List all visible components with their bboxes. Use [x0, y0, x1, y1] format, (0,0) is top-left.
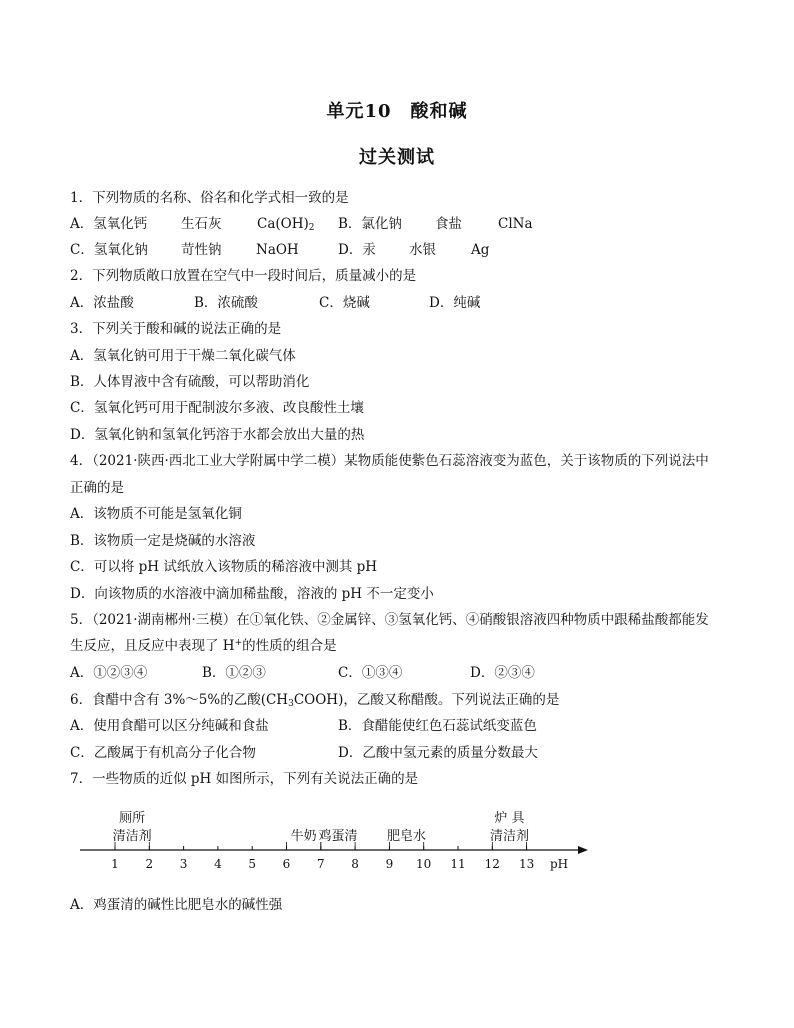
q1-options-cd	[70, 241, 730, 259]
q4-stem-line2: 正确的是	[70, 480, 124, 496]
q5-stem-line1: 5．（2021·湖南郴州·三模）在①氧化铁、②金属锌、③氢氧化钙、④硝酸银溶液四种物质中跟稀盐酸都能发	[70, 612, 709, 628]
q5-stem2-post: 的性质的组合是	[242, 638, 337, 654]
ph-tick-label: 2	[145, 857, 154, 871]
q4-option-a: A．该物质不可能是氢氧化铜	[70, 506, 242, 522]
ph-substance-label: 炉 具	[494, 811, 525, 826]
q1-a-formula-sub: 2	[308, 223, 315, 233]
ph-tick-label: 9	[385, 857, 394, 871]
q3-option-c: C．氢氧化钙可用于配制波尔多液、改良酸性土壤	[70, 400, 364, 416]
q6-stem-pre: 6．食醋中含有 3%～5%的乙酸(CH	[70, 692, 289, 708]
q4-option-b: B．该物质一定是烧碱的水溶液	[70, 533, 256, 549]
ph-tick-label: 8	[351, 857, 359, 871]
ph-scale-diagram	[60, 798, 600, 880]
ph-substance-label: 鸡蛋清	[318, 829, 358, 844]
ph-tick-label: 11	[450, 857, 466, 871]
ph-tick-label: 10	[416, 857, 432, 871]
q1-stem: 1．下列物质的名称、俗名和化学式相一致的是	[70, 190, 349, 206]
q3-option-b: B．人体胃液中含有硫酸，可以帮助消化	[70, 374, 310, 390]
ph-axis-arrow	[578, 846, 588, 854]
q3-option-d: D．氢氧化钠和氢氧化钙溶于水都会放出大量的热	[70, 427, 365, 443]
q1-option-c-name: C．氢氧化钠	[70, 242, 148, 258]
ph-tick-label: 3	[179, 857, 188, 871]
q2-option-d: D．纯碱	[429, 295, 481, 311]
q2-option-c: C．烧碱	[319, 295, 370, 311]
q6-options-cd	[70, 744, 730, 762]
ph-tick-label: 1	[111, 857, 119, 871]
ph-substance-label: 牛奶	[290, 829, 317, 844]
q1-a-formula-text: Ca(OH)	[257, 216, 309, 232]
q4-option-c: C．可以将 pH 试纸放入该物质的稀溶液中测其 pH	[70, 559, 378, 575]
ph-substance-label: 肥皂水	[387, 829, 427, 844]
q1-option-a-formula	[257, 215, 315, 233]
q7-option-a: A．鸡蛋清的碱性比肥皂水的碱性强	[70, 897, 283, 913]
q1-option-d-formula: Ag	[471, 242, 490, 258]
ph-tick-label: 5	[248, 857, 257, 871]
q1-option-d-common: 水银	[409, 242, 436, 258]
ph-tick-label: 4	[214, 857, 222, 871]
ph-tick-label: 6	[282, 857, 291, 871]
q2-option-b: B．浓硫酸	[194, 295, 258, 311]
q1-option-d-name: D．汞	[338, 242, 376, 258]
q6-stem-sub: 3	[288, 699, 294, 709]
q6-stem-post: COOH)，乙酸又称醋酸。下列说法正确的是	[293, 692, 560, 708]
ph-tick-label: 12	[484, 857, 500, 871]
q4-stem-line1: 4．（2021·陕西·西北工业大学附属中学二模）某物质能使紫色石蕊溶液变为蓝色，关于该物质的下列说法中	[70, 453, 709, 469]
ph-axis-label: pH	[550, 857, 569, 871]
ph-tick-label: 7	[316, 857, 325, 871]
q6-options-ab	[70, 717, 730, 735]
ph-axis-group	[80, 810, 588, 871]
ph-substance-label: 清洁剂	[489, 829, 529, 844]
ph-tick-label: 13	[518, 857, 535, 871]
q5-options	[70, 664, 730, 682]
q6-option-c: C．乙酸属于有机高分子化合物	[70, 745, 256, 761]
q2-option-a: A．浓盐酸	[70, 295, 134, 311]
q5-option-d: D．②③④	[470, 665, 535, 681]
q5-stem2-pre: 生反应，且反应中表现了 H	[70, 638, 235, 654]
q6-option-d: D．乙酸中氢元素的质量分数最大	[338, 745, 538, 761]
ph-substance-label: 厕所	[119, 811, 146, 826]
q1-option-b-common: 食盐	[435, 216, 462, 232]
q3-option-a: A．氢氧化钠可用于干燥二氧化碳气体	[70, 348, 296, 364]
q1-option-c-formula: NaOH	[256, 242, 299, 258]
q2-stem: 2．下列物质敞口放置在空气中一段时间后，质量减小的是	[70, 268, 417, 284]
unit-title: 单元10 酸和碱	[326, 101, 468, 122]
q1-option-b-name: B．氯化钠	[338, 216, 402, 232]
q1-option-a-common: 生石灰	[181, 216, 222, 232]
q5-option-c: C．①③④	[338, 665, 403, 681]
q5-option-b: B．①②③	[202, 665, 266, 681]
q4-option-d: D．向该物质的水溶液中滴加稀盐酸，溶液的 pH 不一定变小	[70, 586, 434, 602]
q1-option-c-common: 苛性钠	[181, 242, 222, 258]
q5-option-a: A．①②③④	[70, 665, 148, 681]
q6-option-a: A．使用食醋可以区分纯碱和食盐	[70, 718, 269, 734]
q5-stem2-sup: +	[234, 638, 243, 648]
q1-option-a-name: A．氢氧化钙	[70, 216, 148, 232]
q1-option-b-formula: ClNa	[498, 216, 533, 232]
q7-stem: 7．一些物质的近似 pH 如图所示，下列有关说法正确的是	[70, 771, 419, 787]
q6-stem	[70, 691, 559, 709]
q6-option-b: B．食醋能使红色石蕊试纸变蓝色	[338, 718, 537, 734]
q3-stem: 3．下列关于酸和碱的说法正确的是	[70, 321, 282, 337]
ph-substance-label: 清洁剂	[112, 829, 152, 844]
q1-options-ab	[70, 215, 730, 233]
page-subtitle: 过关测试	[359, 147, 435, 168]
q2-options	[70, 294, 730, 312]
q5-stem-line2	[70, 637, 337, 655]
